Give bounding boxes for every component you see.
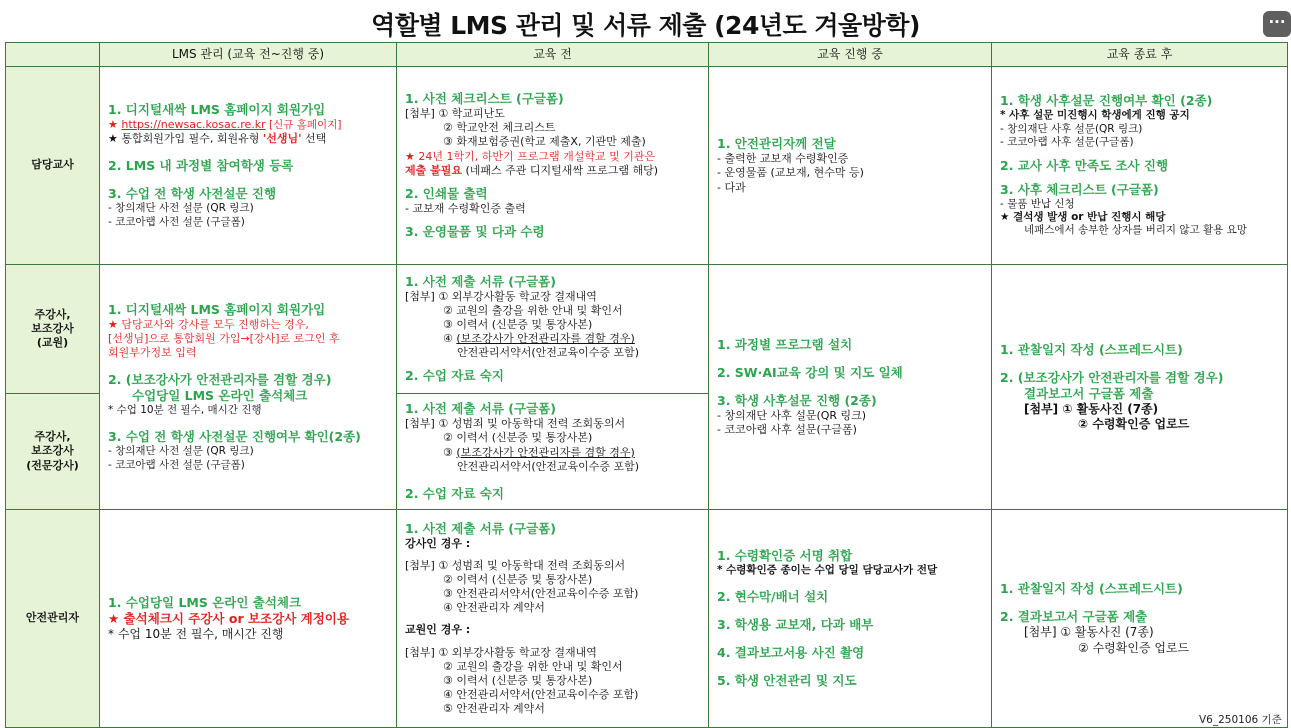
attachment: ② 수령확인증 업로드 (1078, 640, 1190, 655)
attachment: ② 수령확인증 업로드 (1078, 417, 1190, 431)
step: 1. 디지털새싹 LMS 홈페이지 회원가입 (108, 101, 326, 117)
note: * 수업 10분 전 필수, 매시간 진행 (108, 403, 262, 416)
step: 1. 수업당일 LMS 온라인 출석체크 (108, 594, 302, 610)
role-table (5, 42, 1288, 728)
attachment: ④ 안전관리자 계약서 (443, 601, 545, 615)
attachment: [첨부] ① 성범죄 및 아동학대 전력 조회동의서 (405, 417, 626, 431)
attachment: [첨부] ① 활동사진 (7종) (1024, 625, 1154, 640)
safety-during-cell (709, 510, 992, 728)
attachment: ③ 화재보험증권(학교 제출X, 기관만 제출) (443, 135, 646, 149)
step: 1. 과정별 프로그램 설치 (717, 336, 853, 352)
safety-row (6, 510, 1288, 728)
bullet: - 창의재단 사전 설문 (QR 링크) (108, 445, 254, 458)
attachment: ④ (보조강사가 안전관리자를 겸할 경우) (443, 332, 635, 346)
bullet: - 코코아랩 사후 설문(구글폼) (1000, 136, 1134, 149)
attachment: 안전관리서약서(안전교육이수증 포함) (457, 346, 640, 360)
step: 3. 운영물품 및 다과 수령 (405, 223, 545, 239)
attachment: 안전관리서약서(안전교육이수증 포함) (457, 459, 640, 473)
role-lecturer-teacher: 주강사, 보조강사 (교원) (6, 265, 100, 394)
signup-link-line (108, 118, 388, 132)
attachment: ③ (보조강사가 안전관리자를 겸할 경우) (443, 445, 635, 459)
step: 결과보고서 구글폼 제출 (1024, 385, 1154, 401)
step: 3. 학생용 교보재, 다과 배부 (717, 617, 874, 633)
step: 2. 수업 자료 숙지 (405, 368, 504, 384)
step: 1. 사전 체크리스트 (구글폼) (405, 91, 564, 107)
attachment: [첨부] ① 성범죄 및 아동학대 전력 조회동의서 (405, 559, 626, 573)
attachment: ④ 안전관리서약서(안전교육이수증 포함) (443, 687, 639, 701)
lecturer-during-cell (709, 265, 992, 510)
role-lecturer-expert: 주강사, 보조강사 (전문강사) (6, 394, 100, 510)
role-teacher: 담당교사 (6, 67, 100, 265)
note: 회원부가정보 입력 (108, 345, 197, 359)
step: 3. 사후 체크리스트 (구글폼) (1000, 181, 1159, 197)
attachment: [첨부] ① 외부강사활동 학교장 결재내역 (405, 645, 597, 659)
note: ★ 담당교사와 강사를 모두 진행하는 경우, (108, 317, 309, 331)
warning: ★ 24년 1학기, 하반기 프로그램 개설학교 및 기관은 (405, 149, 656, 163)
note: * 수령확인증 종이는 수업 당일 담당교사가 전달 (717, 563, 938, 576)
step: 1. 관찰일지 작성 (스프레드시트) (1000, 341, 1183, 357)
teacher-lms-cell (100, 67, 397, 265)
safety-after-cell (992, 510, 1288, 728)
teacher-before-cell (397, 67, 709, 265)
attachment: [첨부] ① 활동사진 (7종) (1024, 401, 1159, 416)
lecturer-teacher-row (6, 265, 1288, 394)
bullet: - 창의재단 사전 설문 (QR 링크) (108, 202, 254, 215)
warning-line: 제출 불필요 (네패스 주관 디지털새싹 프로그램 해당) (405, 163, 659, 177)
header-row (6, 43, 1288, 67)
step: 2. 교사 사후 만족도 조사 진행 (1000, 157, 1169, 173)
note: * 사후 설문 미진행시 학생에게 진행 공지 (1000, 109, 1190, 122)
bullet: - 코코아랩 사전 설문 (구글폼) (108, 458, 245, 471)
bullet: - 창의재단 사후 설문(QR 링크) (1000, 122, 1143, 135)
attachment: [첨부] ① 학교피난도 (405, 107, 505, 121)
header-before: 교육 전 (397, 43, 709, 67)
case-label: 교원인 경우 : (405, 623, 471, 637)
attachment: ⑤ 안전관리자 계약서 (443, 701, 545, 715)
note: 네패스에서 송부한 상자를 버리지 않고 활용 요망 (1024, 224, 1247, 237)
attachment: [첨부] ① 외부강사활동 학교장 결재내역 (405, 289, 597, 303)
bullet: - 코코아랩 사후 설문(구글폼) (717, 423, 857, 436)
attachment: ② 교원의 출강을 위한 안내 및 확인서 (443, 659, 623, 673)
step: 1. 사전 제출 서류 (구글폼) (405, 273, 556, 289)
step: 2. 수업 자료 숙지 (405, 485, 504, 501)
step: 1. 학생 사후설문 진행여부 확인 (2종) (1000, 93, 1213, 109)
step: 2. LMS 내 과정별 참여학생 등록 (108, 158, 294, 174)
teacher-during-cell (709, 67, 992, 265)
step: 3. 수업 전 학생 사전설문 진행 (108, 186, 277, 202)
safety-before-cell (397, 510, 709, 728)
more-options-button[interactable]: ··· (1263, 11, 1291, 37)
link-note: [신규 홈페이지] (265, 118, 342, 131)
attachment: ③ 이력서 (신분증 및 통장사본) (443, 673, 593, 687)
bullet: - 교보재 수령확인증 출력 (405, 201, 526, 215)
warning: ★ 출석체크시 주강사 or 보조강사 계정이용 (108, 610, 349, 626)
attachment: ② 이력서 (신분증 및 통장사본) (443, 573, 593, 587)
lecturer-lms-cell (100, 265, 397, 510)
step: 1. 관찰일지 작성 (스프레드시트) (1000, 581, 1183, 597)
step: 3. 수업 전 학생 사전설문 진행여부 확인(2종) (108, 429, 361, 445)
step: 2. (보조강사가 안전관리자를 겸할 경우) (1000, 369, 1224, 385)
lecturer-after-cell (992, 265, 1288, 510)
step: 4. 결과보고서용 사진 촬영 (717, 645, 865, 661)
bullet: - 물품 반납 신청 (1000, 197, 1075, 210)
step: 3. 학생 사후설문 진행 (2종) (717, 392, 877, 408)
step: 1. 사전 제출 서류 (구글폼) (405, 521, 556, 537)
note: [선생님]으로 통합회원 가입→[강사]로 로그인 후 (108, 331, 340, 345)
step: 5. 학생 안전관리 및 지도 (717, 673, 857, 689)
step: 2. (보조강사가 안전관리자를 겸할 경우) (108, 371, 332, 387)
note: ★ 결석생 발생 or 반납 진행시 해당 (1000, 210, 1166, 223)
step: 2. 인쇄물 출력 (405, 185, 488, 201)
case-label: 강사인 경우 : (405, 537, 471, 551)
teacher-after-cell (992, 67, 1288, 265)
step: 1. 디지털새싹 LMS 홈페이지 회원가입 (108, 301, 326, 317)
newsac-link[interactable]: https://newsac.kosac.re.kr (121, 117, 266, 131)
header-corner (6, 43, 100, 67)
header-lms: LMS 관리 (교육 전~진행 중) (100, 43, 397, 67)
step: 2. SW·AI교육 강의 및 지도 일체 (717, 364, 903, 380)
attachment: ③ 이력서 (신분증 및 통장사본) (443, 317, 593, 331)
role-safety: 안전관리자 (6, 510, 100, 728)
lecturer-expert-before-cell (397, 394, 709, 510)
bullet: - 창의재단 사후 설문(QR 링크) (717, 408, 867, 422)
bullet: - 다과 (717, 180, 746, 194)
attachment: ② 이력서 (신분증 및 통장사본) (443, 431, 593, 445)
step: 수업당일 LMS 온라인 출석체크 (132, 387, 308, 403)
header-during: 교육 진행 중 (709, 43, 992, 67)
bullet: - 운영물품 (교보재, 현수막 등) (717, 166, 864, 180)
attachment: ② 교원의 출강을 위한 안내 및 확인서 (443, 303, 623, 317)
lecturer-teacher-before-cell (397, 265, 709, 394)
step: 2. 현수막/배너 설치 (717, 589, 829, 605)
step: 2. 결과보고서 구글폼 제출 (1000, 609, 1148, 625)
step: 1. 사전 제출 서류 (구글폼) (405, 401, 556, 417)
note: * 수업 10분 전 필수, 매시간 진행 (108, 626, 284, 641)
attachment: ③ 안전관리서약서(안전교육이수증 포함) (443, 587, 639, 601)
page-title: 역할별 LMS 관리 및 서류 제출 (24년도 겨울방학) (371, 11, 920, 40)
version-label: V6_250106 기준 (1199, 714, 1282, 726)
bullet: - 코코아랩 사전 설문 (구글폼) (108, 215, 245, 228)
step: 1. 수령확인증 서명 취합 (717, 547, 853, 563)
teacher-row (6, 67, 1288, 265)
header-after: 교육 종료 후 (992, 43, 1288, 67)
step: 1. 안전관리자께 전달 (717, 136, 836, 152)
bullet: - 출력한 교보재 수령확인증 (717, 152, 849, 166)
signup-note: ★ 통합회원가입 필수, 회원유형 '선생님' 선택 (108, 132, 327, 146)
attachment: ② 학교안전 체크리스트 (443, 121, 556, 135)
star-icon: ★ (108, 117, 122, 131)
safety-lms-cell (100, 510, 397, 728)
